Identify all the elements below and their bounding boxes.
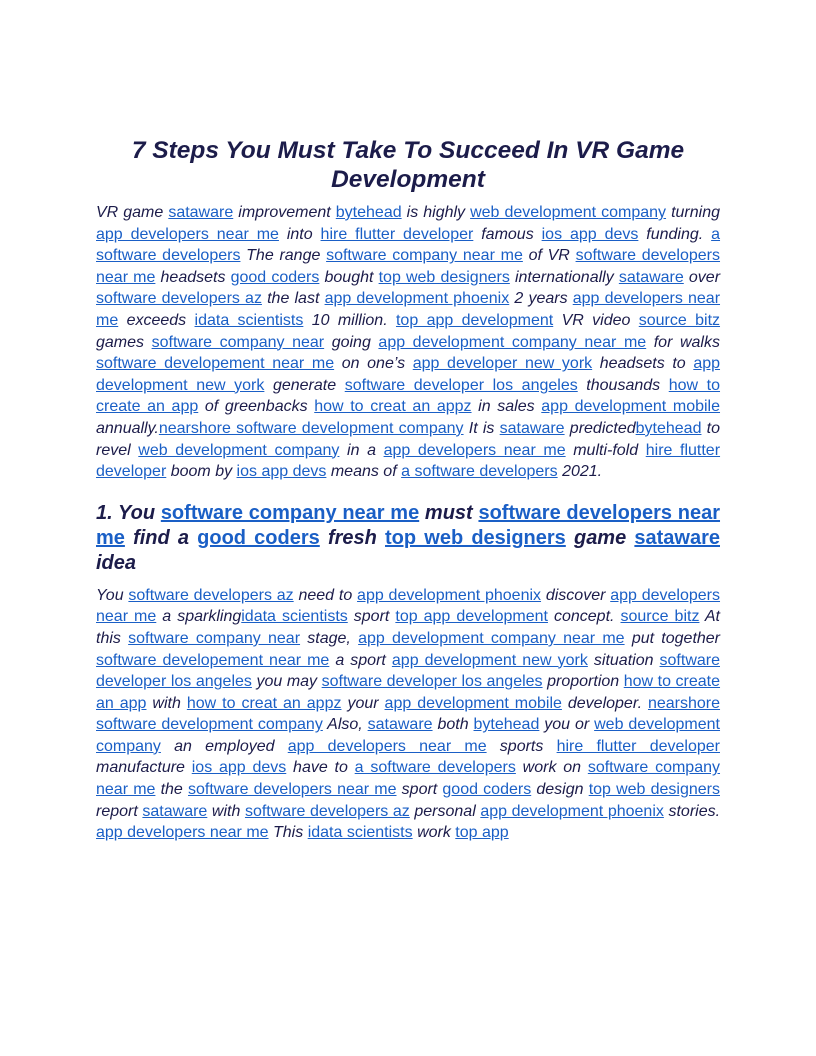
body-text: must — [419, 501, 479, 524]
inline-link[interactable]: app developers near me — [287, 737, 487, 755]
inline-link[interactable]: bytehead — [473, 716, 540, 734]
body-text: concept. — [547, 608, 621, 626]
body-text: developer. — [561, 694, 648, 712]
inline-link[interactable]: hire flutter developer — [96, 441, 721, 481]
inline-link[interactable]: how to creat an appz — [314, 398, 472, 416]
body-text: annually. — [96, 419, 159, 437]
body-text: improvement — [233, 204, 336, 221]
inline-link[interactable]: source bitz — [620, 608, 700, 626]
body-text: VR video — [553, 311, 639, 329]
body-text: headsets — [155, 268, 231, 286]
inline-link[interactable]: software developers az — [128, 586, 294, 604]
inline-link[interactable]: app development phoenix — [324, 290, 510, 308]
inline-link[interactable]: app development company near me — [378, 333, 647, 351]
body-text: 1. You — [96, 501, 161, 524]
inline-link[interactable]: app developers near me — [383, 441, 566, 459]
inline-link[interactable]: software developement near me — [96, 651, 330, 669]
document-title: 7 Steps You Must Take To Succeed In VR Game Development — [131, 137, 685, 193]
inline-link[interactable]: software developer los angeles — [321, 673, 543, 691]
body-text: sport — [347, 608, 396, 626]
body-text: idea — [96, 551, 137, 574]
inline-link[interactable]: a software developers — [401, 463, 558, 481]
body-text: to revel — [96, 419, 721, 459]
body-text: means of — [326, 463, 402, 481]
body-text: This — [268, 824, 308, 842]
body-text: a sport — [329, 651, 392, 669]
inline-link[interactable]: idata scientists — [194, 311, 304, 329]
inline-link[interactable]: app developer new york — [412, 355, 593, 373]
inline-link[interactable]: how to create an app — [96, 376, 721, 416]
body-text: bought — [319, 268, 379, 286]
intro-paragraph — [96, 202, 720, 483]
inline-link[interactable]: idata scientists — [241, 608, 348, 626]
inline-link[interactable]: software developers near me — [96, 501, 721, 549]
inline-link[interactable]: source bitz — [638, 311, 721, 329]
body-text: game — [565, 526, 635, 549]
inline-link[interactable]: good coders — [197, 526, 320, 549]
body-text: with — [146, 694, 187, 712]
body-text: VR game — [96, 204, 169, 221]
body-text: At this — [96, 608, 720, 647]
body-text: thousands — [577, 376, 669, 394]
body-text: sport — [396, 781, 443, 799]
body-text: exceeds — [118, 311, 195, 329]
inline-link[interactable]: sataware — [142, 802, 208, 820]
inline-link[interactable]: software company near me — [96, 759, 721, 799]
body-text: the — [155, 781, 188, 799]
body-text: personal — [409, 802, 481, 820]
inline-link[interactable]: software developers az — [244, 802, 410, 820]
inline-link[interactable]: top web designers — [378, 268, 510, 286]
inline-link[interactable]: sataware — [634, 526, 720, 549]
body-text: discover — [541, 586, 611, 604]
inline-link[interactable]: hire flutter developer — [320, 225, 474, 243]
inline-link[interactable]: sataware — [499, 419, 565, 437]
inline-link[interactable]: app development phoenix — [357, 586, 542, 604]
inline-link[interactable]: app development new york — [96, 355, 721, 394]
body-text: the last — [261, 290, 325, 308]
inline-link[interactable]: sataware — [168, 204, 234, 221]
inline-link[interactable]: ios app devs — [236, 463, 327, 481]
inline-link[interactable]: nearshore software development company — [96, 694, 721, 734]
body-text: 2021. — [557, 463, 603, 481]
body-text: report — [96, 802, 143, 820]
body-text: situation — [587, 651, 660, 669]
inline-link[interactable]: top web designers — [588, 781, 720, 799]
inline-link[interactable]: software developers near me — [96, 247, 721, 286]
body-text: on one’s — [334, 355, 413, 373]
inline-link[interactable]: software developer los angeles — [96, 651, 720, 691]
body-text: your — [341, 694, 385, 712]
body-text: The range — [240, 247, 327, 265]
body-text: find a — [124, 526, 198, 549]
body-text: work on — [515, 759, 588, 777]
inline-link[interactable]: software developer los angeles — [344, 376, 578, 394]
body-text: generate — [264, 376, 345, 394]
inline-link[interactable]: top app development — [395, 311, 554, 329]
body-text: sports — [486, 737, 557, 755]
inline-link[interactable]: bytehead — [635, 419, 702, 437]
inline-link[interactable]: software developers az — [96, 290, 262, 308]
inline-link[interactable]: bytehead — [335, 204, 402, 221]
body-text: work — [412, 824, 456, 842]
body-text: internationally — [509, 268, 619, 286]
inline-link[interactable]: web development company — [138, 441, 340, 459]
inline-link[interactable]: how to creat an appz — [186, 694, 342, 712]
inline-link[interactable]: sataware — [618, 268, 684, 286]
inline-link[interactable]: good coders — [442, 781, 532, 799]
inline-link[interactable]: top app — [455, 824, 509, 842]
body-text: 2 years — [509, 290, 573, 308]
inline-link[interactable]: app development new york — [391, 651, 588, 669]
body-text: stories. — [663, 802, 721, 820]
inline-link[interactable]: app developers near me — [96, 225, 279, 243]
body-text: have to — [286, 759, 355, 777]
body-text: funding. — [638, 225, 712, 243]
inline-link[interactable]: top web designers — [385, 526, 566, 549]
body-text: in sales — [471, 398, 542, 416]
body-text: is highly — [401, 204, 471, 221]
inline-link[interactable]: idata scientists — [307, 824, 413, 842]
inline-link[interactable]: app development mobile — [541, 398, 721, 416]
inline-link[interactable]: ios app devs — [541, 225, 639, 243]
inline-link[interactable]: top app development — [395, 608, 548, 626]
inline-link[interactable]: app developers near me — [96, 290, 721, 329]
body-text: games — [96, 333, 152, 351]
body-text: boom by — [166, 463, 237, 481]
inline-link[interactable]: app development mobile — [384, 694, 562, 712]
body-text: stage, — [300, 629, 359, 647]
body-text: Also, — [322, 716, 368, 734]
document-page — [96, 136, 720, 844]
body-text: you may — [251, 673, 322, 691]
inline-link[interactable]: nearshore software development company — [158, 419, 464, 437]
body-text: turning — [666, 204, 720, 221]
section-heading-1 — [96, 501, 720, 576]
body-text: into — [278, 225, 321, 243]
inline-link[interactable]: software company near — [128, 629, 301, 647]
body-text: of VR — [522, 247, 576, 265]
body-text: both — [432, 716, 474, 734]
body-text: need to — [293, 586, 358, 604]
inline-link[interactable]: how to create an app — [96, 673, 721, 712]
body-text: an employed — [160, 737, 288, 755]
body-text: put together — [624, 629, 721, 647]
body-text: for walks — [646, 333, 720, 351]
inline-link[interactable]: software developers near me — [188, 781, 397, 799]
inline-link[interactable]: hire flutter developer — [556, 737, 720, 755]
body-text: It is — [463, 419, 500, 437]
body-text: multi-fold — [565, 441, 646, 459]
body-text: proportion — [542, 673, 624, 691]
inline-link[interactable]: web development company — [470, 204, 667, 221]
inline-link[interactable]: software developement near me — [96, 355, 335, 373]
inline-link[interactable]: ios app devs — [191, 759, 287, 777]
body-text: headsets to — [592, 355, 694, 373]
inline-link[interactable]: software company near me — [326, 247, 523, 265]
body-text: over — [683, 268, 721, 286]
body-text: you or — [539, 716, 595, 734]
body-text: famous — [473, 225, 542, 243]
body-text: going — [324, 333, 379, 351]
body-text: a sparkling — [156, 608, 242, 626]
body-text: 10 million. — [303, 311, 396, 329]
body-text: design — [531, 781, 589, 799]
inline-link[interactable]: a software developers — [354, 759, 516, 777]
body-text: predicted — [564, 419, 636, 437]
inline-link[interactable]: software company near me — [160, 501, 420, 524]
inline-link[interactable]: good coders — [230, 268, 320, 286]
body-text: You — [96, 586, 129, 604]
body-text: of greenbacks — [198, 398, 315, 416]
inline-link[interactable]: app development phoenix — [480, 802, 664, 820]
inline-link[interactable]: app developers near me — [96, 586, 721, 626]
section-1-paragraph — [96, 585, 720, 844]
inline-link[interactable]: software company near — [151, 333, 325, 351]
inline-link[interactable]: a software developers — [96, 225, 721, 265]
body-text: in a — [339, 441, 384, 459]
inline-link[interactable]: web development company — [96, 716, 721, 755]
inline-link[interactable]: sataware — [367, 716, 433, 734]
body-text: manufacture — [96, 759, 192, 777]
inline-link[interactable]: app development company near me — [358, 629, 625, 647]
body-text: fresh — [319, 526, 386, 549]
body-text: with — [207, 802, 245, 820]
inline-link[interactable]: app developers near me — [96, 824, 269, 842]
